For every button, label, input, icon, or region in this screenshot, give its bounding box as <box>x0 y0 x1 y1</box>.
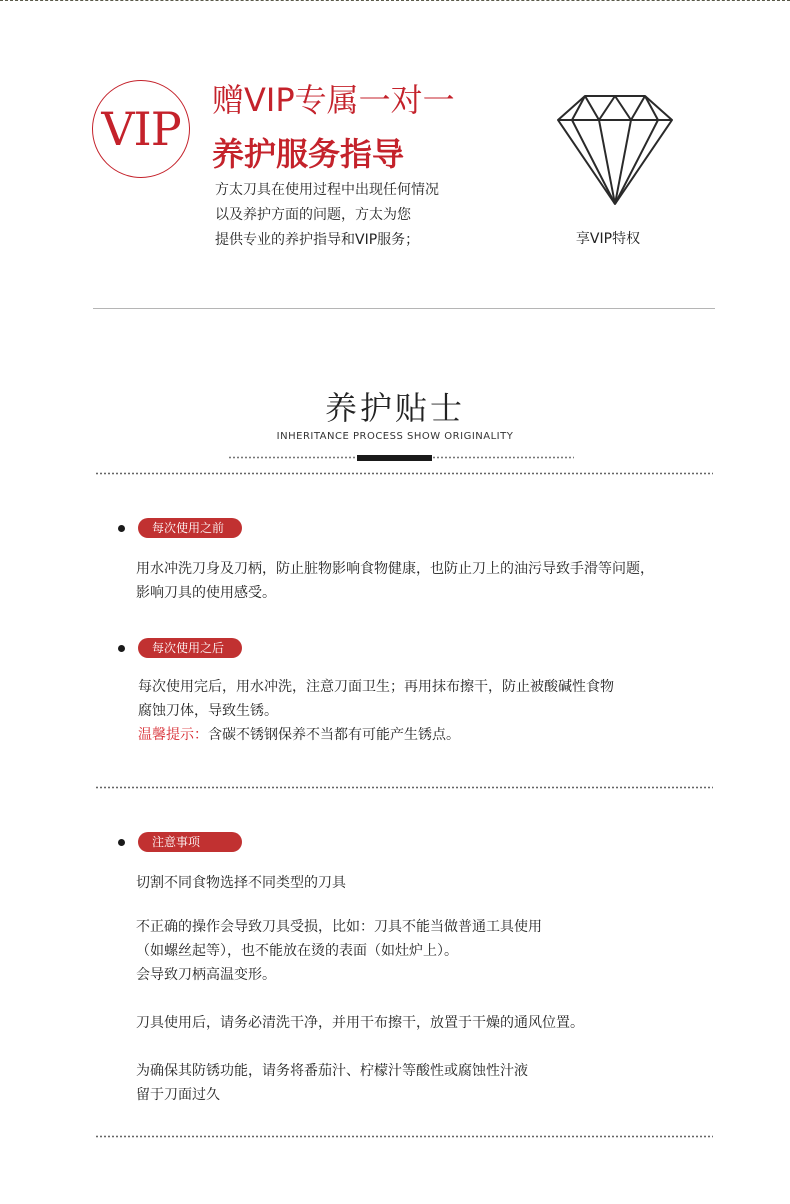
section-title: 养护贴士 <box>324 389 465 427</box>
intro-line: 提供专业的养护指导和VIP服务； <box>215 232 420 248</box>
header-title-line1: 赠VIP专属一对一 <box>212 81 455 119</box>
notes-text: （如螺丝起等），也不能放在烫的表面（如灶炉上）。 <box>136 943 458 959</box>
dotted-divider <box>95 1135 713 1138</box>
warning-tip <box>138 724 460 746</box>
badge-before-use: 每次使用之前 <box>138 518 242 538</box>
header-title-line2: 养护服务指导 <box>212 135 405 173</box>
badge-notes: 注意事项 <box>138 832 242 852</box>
warning-label: 温馨提示： <box>138 727 208 743</box>
notes-text: 留于刀面过久 <box>136 1087 220 1103</box>
warning-text: 含碳不锈钢保养不当都有可能产生锈点。 <box>208 727 460 743</box>
diamond-icon <box>555 92 675 208</box>
dotted-divider <box>95 472 713 475</box>
bullet-dot <box>118 645 125 652</box>
notes-text: 切割不同食物选择不同类型的刀具 <box>136 875 346 891</box>
before-use-text: 用水冲洗刀身及刀柄，防止脏物影响食物健康，也防止刀上的油污导致手滑等问题， <box>136 561 654 577</box>
dotted-divider <box>95 786 713 789</box>
section-subtitle: INHERITANCE PROCESS SHOW ORIGINALITY <box>276 431 514 442</box>
title-accent-bar <box>357 455 432 461</box>
notes-text: 为确保其防锈功能，请务将番茄汁、柠檬汁等酸性或腐蚀性汁液 <box>136 1063 528 1079</box>
notes-text: 不正确的操作会导致刀具受损，比如：刀具不能当做普通工具使用 <box>136 919 542 935</box>
before-use-text: 影响刀具的使用感受。 <box>136 585 276 601</box>
top-border <box>0 0 790 1</box>
bullet-dot <box>118 839 125 846</box>
vip-badge-text: VIP <box>101 102 181 156</box>
divider <box>93 308 715 309</box>
intro-line: 以及养护方面的问题，方太为您 <box>215 207 411 223</box>
bullet-dot <box>118 525 125 532</box>
notes-text: 刀具使用后，请务必清洗干净，并用干布擦干，放置于干燥的通风位置。 <box>136 1015 584 1031</box>
intro-line: 方太刀具在使用过程中出现任何情况 <box>215 182 439 198</box>
after-use-text: 每次使用完后，用水冲洗，注意刀面卫生；再用抹布擦干，防止被酸碱性食物 <box>138 679 614 695</box>
notes-text: 会导致刀柄高温变形。 <box>136 967 276 983</box>
badge-after-use: 每次使用之后 <box>138 638 242 658</box>
vip-privilege-caption: 享VIP特权 <box>575 231 641 247</box>
after-use-text: 腐蚀刀体，导致生锈。 <box>138 703 278 719</box>
vip-badge <box>92 80 190 178</box>
